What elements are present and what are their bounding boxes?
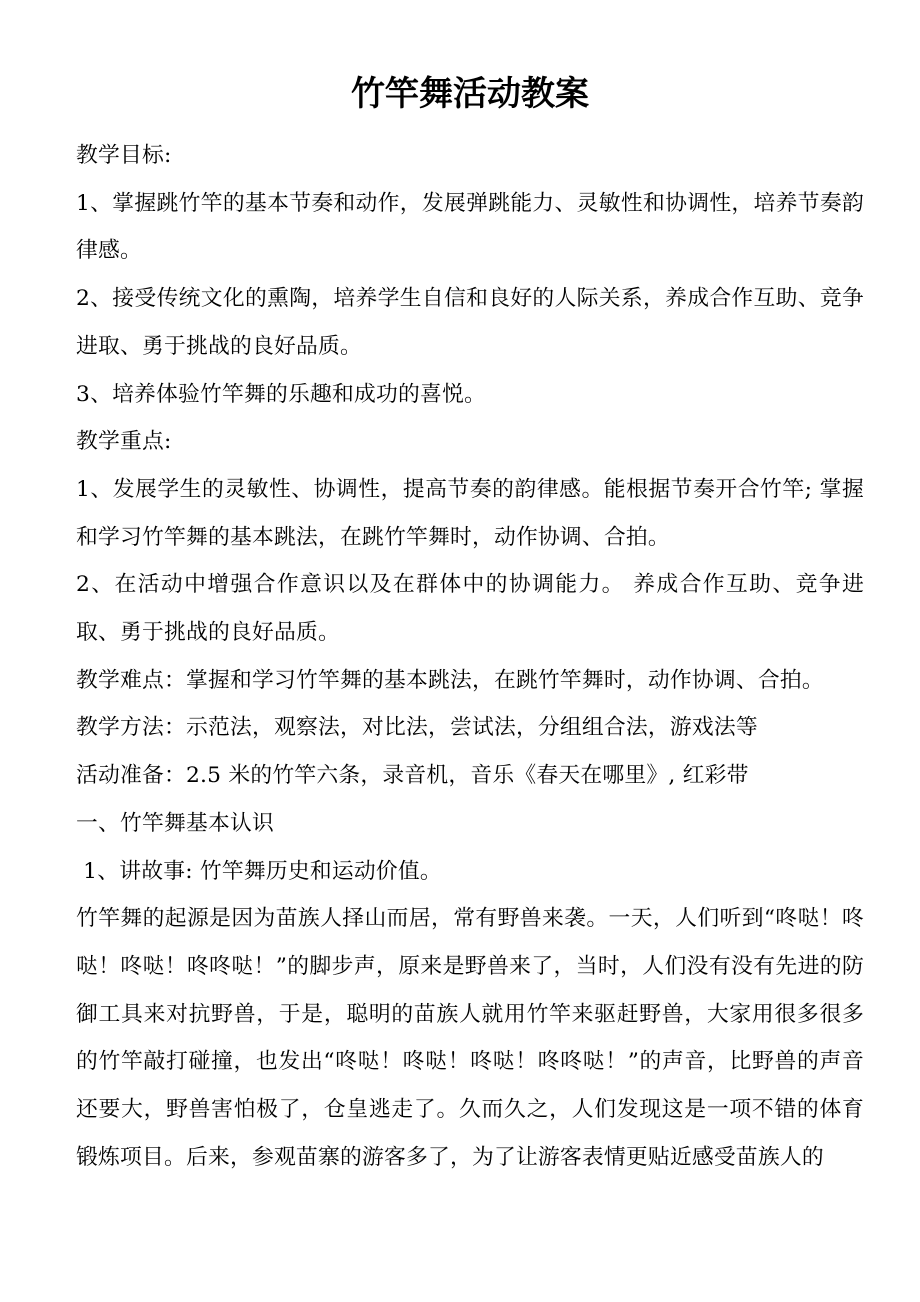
key-point-item-1: 1、发展学生的灵敏性、协调性，提高节奏的韵律感。能根据节奏开合竹竿; 掌握和学习竹竿舞的基本跳法，在跳竹竿舞时，动作协调、合拍。: [76, 476, 864, 550]
teaching-difficulties-line: 教学难点：掌握和学习竹竿舞的基本跳法，在跳竹竿舞时，动作协调、合拍。: [76, 667, 824, 693]
objective-item-2: 2、接受传统文化的熏陶，培养学生自信和良好的人际关系，养成合作互助、竞争进取、勇于挑战的良好品质。: [76, 286, 864, 359]
storytelling-subheading: 1、讲故事: 竹竿舞历史和运动价值。: [76, 858, 442, 884]
objective-item-3: 3、培养体验竹竿舞的乐趣和成功的喜悦。: [76, 381, 487, 407]
story-paragraph: 竹竿舞的起源是因为苗族人择山而居，常有野兽来袭。一天，人们听到“咚哒！咚哒！咚哒！咚咚哒！”的脚步声，原来是野兽来了，当时，人们没有没有先进的防御工具来对抗野兽，于是，聪明的苗族人就用竹竿来驱赶野兽，大家用很多很多的竹竿敲打碰撞，也发出“咚哒！咚哒！咚哒！咚咚哒！”的声音，比野兽的声音还要大，野兽害怕极了，仓皇逃走了。久而久之，人们发现这是一项不错的体育锻炼项目。后来，参观苗寨的游客多了，为了让游客表情更贴近感受苗族人的: [76, 906, 864, 1170]
activity-preparation-line: 活动准备：2.5 米的竹竿六条，录音机，音乐《春天在哪里》, 红彩带: [76, 763, 749, 789]
objective-item-1: 1、掌握跳竹竿的基本节奏和动作，发展弹跳能力、灵敏性和协调性，培养节奏韵律感。: [76, 190, 864, 264]
section-label-teaching-objectives: 教学目标:: [76, 143, 172, 168]
document-title: 竹竿舞活动教案: [351, 74, 589, 114]
section-heading-basic-knowledge: 一、竹竿舞基本认识: [76, 810, 274, 836]
document-body: [76, 132, 864, 1181]
teaching-methods-line: 教学方法：示范法，观察法，对比法，尝试法，分组组合法，游戏法等: [76, 715, 758, 741]
section-label-teaching-key-points: 教学重点:: [76, 429, 172, 455]
key-point-item-2: 2、在活动中增强合作意识以及在群体中的协调能力。 养成合作互助、竞争进取、勇于挑战的良好品质。: [76, 572, 864, 646]
